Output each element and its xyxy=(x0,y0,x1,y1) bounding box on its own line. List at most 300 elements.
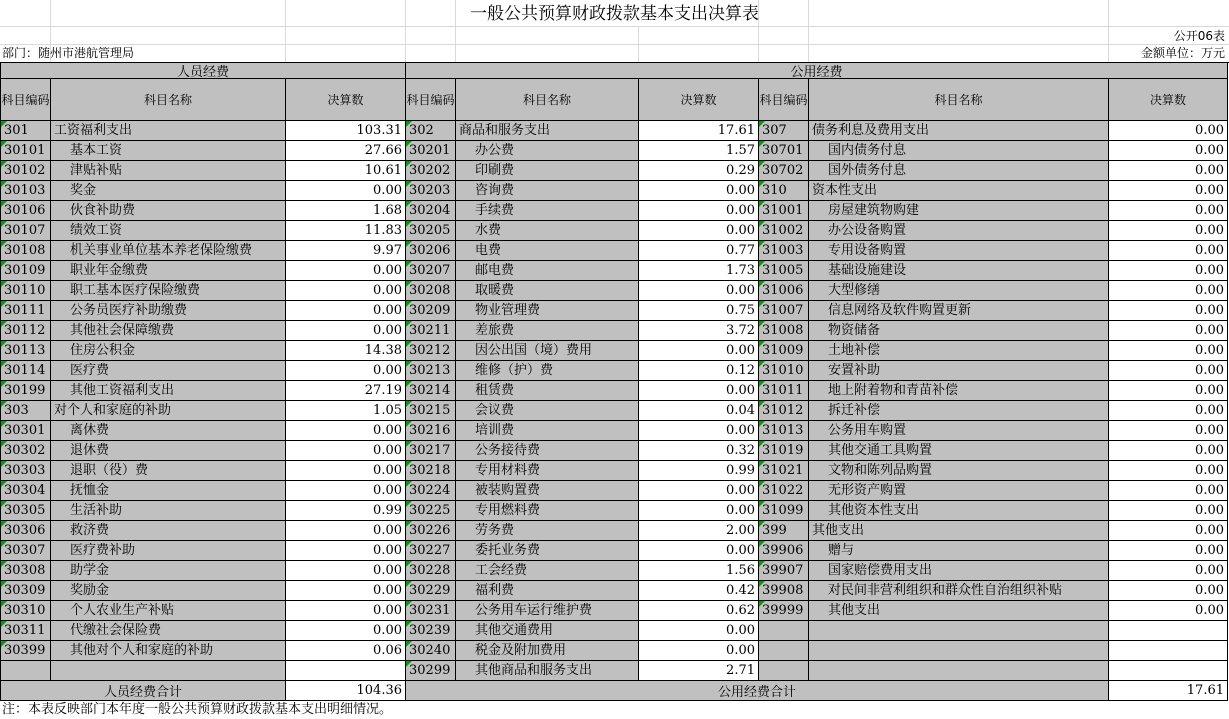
amount-cell[interactable]: 0.00 xyxy=(639,481,759,501)
subject-code-cell[interactable] xyxy=(759,621,809,641)
subject-name-cell[interactable]: 咨询费 xyxy=(456,181,639,201)
subject-code-cell[interactable]: 31008 xyxy=(759,321,809,341)
subject-name-cell[interactable]: 住房公积金 xyxy=(51,341,286,361)
amount-cell[interactable]: 0.00 xyxy=(1109,561,1228,581)
col-header-code-1: 科目编码 xyxy=(1,79,51,121)
amount-cell[interactable]: 0.00 xyxy=(286,581,406,601)
subject-name-cell[interactable]: 离休费 xyxy=(51,421,286,441)
col-header-code-2: 科目编码 xyxy=(406,79,456,121)
amount-cell[interactable]: 0.00 xyxy=(286,621,406,641)
number-stored-as-text-flag-icon xyxy=(406,521,412,527)
subject-name-cell[interactable]: 退休费 xyxy=(51,441,286,461)
subject-code-cell[interactable]: 30701 xyxy=(759,141,809,161)
amount-cell[interactable]: 0.00 xyxy=(639,201,759,221)
subject-code-cell[interactable] xyxy=(759,661,809,681)
subject-name-cell[interactable]: 其他资本性支出 xyxy=(809,501,1109,521)
subject-code-cell[interactable]: 31009 xyxy=(759,341,809,361)
subject-code-cell[interactable]: 31003 xyxy=(759,241,809,261)
number-stored-as-text-flag-icon xyxy=(406,301,412,307)
subject-code-cell[interactable]: 307 xyxy=(759,121,809,141)
number-stored-as-text-flag-icon xyxy=(1,201,7,207)
subject-name-cell[interactable]: 抚恤金 xyxy=(51,481,286,501)
subject-name-cell[interactable]: 物资储备 xyxy=(809,321,1109,341)
number-stored-as-text-flag-icon xyxy=(406,161,412,167)
amount-cell[interactable]: 0.04 xyxy=(639,401,759,421)
subject-name-cell[interactable]: 其他商品和服务支出 xyxy=(456,661,639,681)
subject-code-cell[interactable]: 31099 xyxy=(759,501,809,521)
subject-name-cell[interactable]: 债务利息及费用支出 xyxy=(809,121,1109,141)
subject-code-cell[interactable]: 399 xyxy=(759,521,809,541)
subject-name-cell[interactable]: 其他交通费用 xyxy=(456,621,639,641)
subject-name-cell[interactable]: 大型修缮 xyxy=(809,281,1109,301)
amount-cell[interactable]: 0.00 xyxy=(1109,521,1228,541)
subject-name-cell[interactable]: 代缴社会保险费 xyxy=(51,621,286,641)
subject-code-cell[interactable]: 30216 xyxy=(406,421,456,441)
subject-code-cell[interactable]: 30207 xyxy=(406,261,456,281)
subject-name-cell[interactable]: 信息网络及软件购置更新 xyxy=(809,301,1109,321)
subject-name-cell[interactable]: 其他支出 xyxy=(809,601,1109,621)
amount-cell[interactable]: 10.61 xyxy=(286,161,406,181)
amount-cell[interactable]: 0.12 xyxy=(639,361,759,381)
subject-code-cell[interactable]: 30304 xyxy=(1,481,51,501)
subject-name-cell[interactable]: 印刷费 xyxy=(456,161,639,181)
amount-cell[interactable]: 0.00 xyxy=(639,621,759,641)
personnel-total-value[interactable]: 104.36 xyxy=(286,681,406,701)
number-stored-as-text-flag-icon xyxy=(1,561,7,567)
number-stored-as-text-flag-icon xyxy=(759,301,765,307)
subject-name-cell[interactable]: 奖励金 xyxy=(51,581,286,601)
amount-cell[interactable]: 1.57 xyxy=(639,141,759,161)
number-stored-as-text-flag-icon xyxy=(1,501,7,507)
number-stored-as-text-flag-icon xyxy=(759,381,765,387)
amount-cell[interactable]: 14.38 xyxy=(286,341,406,361)
subject-name-cell[interactable]: 其他支出 xyxy=(809,521,1109,541)
subject-name-cell[interactable]: 工资福利支出 xyxy=(51,121,286,141)
subject-name-cell[interactable]: 赠与 xyxy=(809,541,1109,561)
subject-name-cell[interactable]: 对民间非营利组织和群众性自治组织补贴 xyxy=(809,581,1109,601)
amount-cell[interactable]: 2.00 xyxy=(639,521,759,541)
subject-name-cell[interactable]: 对个人和家庭的补助 xyxy=(51,401,286,421)
subject-name-cell[interactable]: 土地补偿 xyxy=(809,341,1109,361)
amount-cell[interactable]: 0.00 xyxy=(1109,181,1228,201)
subject-name-cell[interactable]: 生活补助 xyxy=(51,501,286,521)
subject-name-cell[interactable]: 商品和服务支出 xyxy=(456,121,639,141)
number-stored-as-text-flag-icon xyxy=(406,141,412,147)
amount-cell[interactable]: 0.00 xyxy=(286,481,406,501)
amount-cell[interactable]: 0.42 xyxy=(639,581,759,601)
subject-code-cell[interactable]: 30231 xyxy=(406,601,456,621)
subject-code-cell[interactable]: 30204 xyxy=(406,201,456,221)
amount-cell[interactable]: 0.00 xyxy=(639,281,759,301)
amount-cell[interactable]: 0.00 xyxy=(639,541,759,561)
subject-name-cell[interactable]: 公务用车购置 xyxy=(809,421,1109,441)
amount-cell[interactable]: 0.32 xyxy=(639,441,759,461)
subject-name-cell[interactable] xyxy=(809,661,1109,681)
subject-name-cell[interactable]: 个人农业生产补贴 xyxy=(51,601,286,621)
subject-name-cell[interactable]: 会议费 xyxy=(456,401,639,421)
amount-cell[interactable]: 0.00 xyxy=(639,381,759,401)
subject-name-cell[interactable]: 维修（护）费 xyxy=(456,361,639,381)
amount-cell[interactable]: 0.00 xyxy=(1109,601,1228,621)
subject-code-cell[interactable]: 30206 xyxy=(406,241,456,261)
amount-cell[interactable]: 0.77 xyxy=(639,241,759,261)
sheet-top-area xyxy=(0,0,1229,62)
subject-code-cell[interactable]: 30109 xyxy=(1,261,51,281)
subject-code-cell[interactable]: 30201 xyxy=(406,141,456,161)
subject-name-cell[interactable]: 公务接待费 xyxy=(456,441,639,461)
amount-cell[interactable]: 103.31 xyxy=(286,121,406,141)
amount-cell[interactable]: 0.29 xyxy=(639,161,759,181)
subject-name-cell[interactable]: 劳务费 xyxy=(456,521,639,541)
subject-name-cell[interactable]: 地上附着物和青苗补偿 xyxy=(809,381,1109,401)
subject-code-cell[interactable]: 30106 xyxy=(1,201,51,221)
subject-name-cell[interactable]: 资本性支出 xyxy=(809,181,1109,201)
subject-code-cell[interactable]: 31001 xyxy=(759,201,809,221)
subject-name-cell[interactable] xyxy=(809,621,1109,641)
subject-code-cell[interactable]: 30102 xyxy=(1,161,51,181)
subject-name-cell[interactable]: 基础设施建设 xyxy=(809,261,1109,281)
subject-code-cell[interactable]: 310 xyxy=(759,181,809,201)
subject-name-cell[interactable]: 退职（役）费 xyxy=(51,461,286,481)
subject-code-cell[interactable]: 303 xyxy=(1,401,51,421)
amount-cell[interactable]: 0.00 xyxy=(1109,141,1228,161)
subject-code-cell[interactable]: 30113 xyxy=(1,341,51,361)
subject-name-cell[interactable]: 公务用车运行维护费 xyxy=(456,601,639,621)
amount-cell[interactable]: 0.00 xyxy=(1109,341,1228,361)
number-stored-as-text-flag-icon xyxy=(406,481,412,487)
subject-code-cell[interactable]: 30205 xyxy=(406,221,456,241)
subject-code-cell[interactable]: 30702 xyxy=(759,161,809,181)
subject-code-cell[interactable]: 30303 xyxy=(1,461,51,481)
amount-cell[interactable]: 0.00 xyxy=(286,561,406,581)
amount-cell[interactable]: 1.05 xyxy=(286,401,406,421)
subject-code-cell[interactable]: 30101 xyxy=(1,141,51,161)
amount-cell[interactable]: 0.00 xyxy=(1109,361,1228,381)
amount-cell[interactable]: 0.00 xyxy=(1109,321,1228,341)
subject-name-cell[interactable]: 其他工资福利支出 xyxy=(51,381,286,401)
subject-code-cell[interactable]: 39999 xyxy=(759,601,809,621)
amount-cell[interactable]: 0.00 xyxy=(639,501,759,521)
subject-code-cell[interactable]: 30310 xyxy=(1,601,51,621)
number-stored-as-text-flag-icon xyxy=(1,301,7,307)
subject-code-cell[interactable]: 31012 xyxy=(759,401,809,421)
subject-code-cell[interactable]: 30240 xyxy=(406,641,456,661)
subject-code-cell[interactable]: 30399 xyxy=(1,641,51,661)
number-stored-as-text-flag-icon xyxy=(759,161,765,167)
subject-code-cell[interactable]: 30302 xyxy=(1,441,51,461)
number-stored-as-text-flag-icon xyxy=(1,341,7,347)
amount-cell[interactable]: 0.00 xyxy=(1109,301,1228,321)
subject-code-cell[interactable]: 30305 xyxy=(1,501,51,521)
subject-code-cell[interactable]: 31013 xyxy=(759,421,809,441)
amount-cell[interactable]: 0.00 xyxy=(1109,441,1228,461)
amount-cell[interactable]: 0.00 xyxy=(286,601,406,621)
amount-cell[interactable]: 0.00 xyxy=(639,641,759,661)
subject-name-cell[interactable]: 公务员医疗补助缴费 xyxy=(51,301,286,321)
subject-code-cell[interactable]: 30309 xyxy=(1,581,51,601)
subject-code-cell[interactable]: 31005 xyxy=(759,261,809,281)
amount-cell[interactable]: 0.00 xyxy=(1109,241,1228,261)
subject-code-cell[interactable]: 31021 xyxy=(759,461,809,481)
number-stored-as-text-flag-icon xyxy=(759,541,765,547)
amount-cell[interactable]: 0.00 xyxy=(639,221,759,241)
subject-name-cell[interactable]: 医疗费 xyxy=(51,361,286,381)
table-note: 注：本表反映部门本年度一般公共预算财政拨款基本支出明细情况。 xyxy=(2,702,393,717)
number-stored-as-text-flag-icon xyxy=(1,381,7,387)
subject-code-cell[interactable]: 30227 xyxy=(406,541,456,561)
subject-name-cell[interactable]: 津贴补贴 xyxy=(51,161,286,181)
amount-cell[interactable]: 0.06 xyxy=(286,641,406,661)
amount-cell[interactable]: 0.00 xyxy=(1109,261,1228,281)
subject-name-cell[interactable] xyxy=(51,661,286,681)
amount-cell[interactable]: 0.00 xyxy=(286,421,406,441)
subject-code-cell[interactable]: 302 xyxy=(406,121,456,141)
subject-name-cell[interactable]: 基本工资 xyxy=(51,141,286,161)
subject-code-cell[interactable]: 301 xyxy=(1,121,51,141)
subject-code-cell[interactable]: 30308 xyxy=(1,561,51,581)
amount-cell[interactable]: 0.00 xyxy=(639,181,759,201)
number-stored-as-text-flag-icon xyxy=(406,661,412,667)
subject-code-cell[interactable]: 30110 xyxy=(1,281,51,301)
subject-name-cell[interactable]: 伙食补助费 xyxy=(51,201,286,221)
amount-cell[interactable] xyxy=(286,661,406,681)
subject-code-cell[interactable]: 31007 xyxy=(759,301,809,321)
subject-name-cell[interactable]: 因公出国（境）费用 xyxy=(456,341,639,361)
subject-code-cell[interactable]: 30112 xyxy=(1,321,51,341)
subject-name-cell[interactable]: 专用燃料费 xyxy=(456,501,639,521)
amount-cell[interactable] xyxy=(1109,661,1228,681)
subject-code-cell[interactable]: 30212 xyxy=(406,341,456,361)
subject-name-cell[interactable]: 水费 xyxy=(456,221,639,241)
subject-name-cell[interactable]: 福利费 xyxy=(456,581,639,601)
subject-name-cell[interactable]: 文物和陈列品购置 xyxy=(809,461,1109,481)
number-stored-as-text-flag-icon xyxy=(1,161,7,167)
amount-cell[interactable]: 0.00 xyxy=(1109,401,1228,421)
col-header-name-3: 科目名称 xyxy=(809,79,1109,121)
subject-name-cell[interactable]: 国家赔偿费用支出 xyxy=(809,561,1109,581)
subject-name-cell[interactable]: 培训费 xyxy=(456,421,639,441)
amount-cell[interactable] xyxy=(1109,641,1228,661)
number-stored-as-text-flag-icon xyxy=(1,481,7,487)
number-stored-as-text-flag-icon xyxy=(759,461,765,467)
amount-cell[interactable]: 0.00 xyxy=(286,321,406,341)
subject-code-cell[interactable]: 30107 xyxy=(1,221,51,241)
number-stored-as-text-flag-icon xyxy=(759,281,765,287)
subject-code-cell[interactable]: 30108 xyxy=(1,241,51,261)
amount-cell[interactable]: 0.00 xyxy=(639,421,759,441)
amount-cell[interactable]: 0.00 xyxy=(1109,581,1228,601)
number-stored-as-text-flag-icon xyxy=(759,121,765,127)
subject-name-cell[interactable]: 国内债务付息 xyxy=(809,141,1109,161)
number-stored-as-text-flag-icon xyxy=(1,601,7,607)
subject-name-cell[interactable]: 职工基本医疗保险缴费 xyxy=(51,281,286,301)
subject-code-cell[interactable]: 31011 xyxy=(759,381,809,401)
subject-name-cell[interactable]: 邮电费 xyxy=(456,261,639,281)
amount-cell[interactable]: 0.00 xyxy=(1109,501,1228,521)
subject-code-cell[interactable]: 30199 xyxy=(1,381,51,401)
subject-name-cell[interactable]: 工会经费 xyxy=(456,561,639,581)
subject-code-cell[interactable]: 30229 xyxy=(406,581,456,601)
amount-cell[interactable]: 0.00 xyxy=(286,181,406,201)
subject-code-cell[interactable]: 30203 xyxy=(406,181,456,201)
amount-cell[interactable]: 9.97 xyxy=(286,241,406,261)
subject-name-cell[interactable]: 无形资产购置 xyxy=(809,481,1109,501)
number-stored-as-text-flag-icon xyxy=(759,141,765,147)
amount-cell[interactable]: 0.00 xyxy=(639,341,759,361)
subject-code-cell[interactable]: 30211 xyxy=(406,321,456,341)
subject-name-cell[interactable]: 取暖费 xyxy=(456,281,639,301)
page-title: 一般公共预算财政拨款基本支出决算表 xyxy=(470,4,759,24)
amount-cell[interactable]: 0.00 xyxy=(1109,421,1228,441)
amount-cell[interactable]: 11.83 xyxy=(286,221,406,241)
subject-code-cell[interactable] xyxy=(1,661,51,681)
amount-cell[interactable]: 0.62 xyxy=(639,601,759,621)
col-header-name-2: 科目名称 xyxy=(456,79,639,121)
subject-code-cell[interactable]: 30225 xyxy=(406,501,456,521)
subject-code-cell[interactable]: 30224 xyxy=(406,481,456,501)
subject-name-cell[interactable]: 其他对个人和家庭的补助 xyxy=(51,641,286,661)
subject-name-cell[interactable]: 委托业务费 xyxy=(456,541,639,561)
amount-cell[interactable]: 0.00 xyxy=(286,461,406,481)
subject-name-cell[interactable]: 专用材料费 xyxy=(456,461,639,481)
amount-cell[interactable]: 0.00 xyxy=(1109,541,1228,561)
subject-code-cell[interactable]: 31002 xyxy=(759,221,809,241)
number-stored-as-text-flag-icon xyxy=(406,461,412,467)
subject-code-cell[interactable]: 30228 xyxy=(406,561,456,581)
subject-code-cell[interactable]: 39908 xyxy=(759,581,809,601)
amount-cell[interactable]: 0.00 xyxy=(1109,201,1228,221)
subject-name-cell[interactable]: 其他社会保障缴费 xyxy=(51,321,286,341)
subject-code-cell[interactable]: 39907 xyxy=(759,561,809,581)
subject-name-cell[interactable]: 手续费 xyxy=(456,201,639,221)
subject-code-cell[interactable]: 30213 xyxy=(406,361,456,381)
subject-name-cell[interactable]: 机关事业单位基本养老保险缴费 xyxy=(51,241,286,261)
amount-cell[interactable]: 0.99 xyxy=(639,461,759,481)
amount-cell[interactable]: 2.71 xyxy=(639,661,759,681)
subject-code-cell[interactable]: 30239 xyxy=(406,621,456,641)
subject-name-cell[interactable]: 房屋建筑物购建 xyxy=(809,201,1109,221)
subject-code-cell[interactable] xyxy=(759,641,809,661)
subject-code-cell[interactable]: 31006 xyxy=(759,281,809,301)
subject-name-cell[interactable]: 奖金 xyxy=(51,181,286,201)
subject-name-cell[interactable]: 被装购置费 xyxy=(456,481,639,501)
subject-code-cell[interactable]: 30217 xyxy=(406,441,456,461)
amount-cell[interactable]: 0.00 xyxy=(1109,281,1228,301)
amount-cell[interactable]: 27.66 xyxy=(286,141,406,161)
subject-name-cell[interactable]: 专用设备购置 xyxy=(809,241,1109,261)
subject-name-cell[interactable] xyxy=(809,641,1109,661)
number-stored-as-text-flag-icon xyxy=(1,261,7,267)
subject-name-cell[interactable]: 其他交通工具购置 xyxy=(809,441,1109,461)
number-stored-as-text-flag-icon xyxy=(759,581,765,587)
amount-cell[interactable]: 3.72 xyxy=(639,321,759,341)
amount-cell[interactable]: 0.00 xyxy=(1109,221,1228,241)
subject-code-cell[interactable]: 30209 xyxy=(406,301,456,321)
subject-code-cell[interactable]: 30218 xyxy=(406,461,456,481)
subject-code-cell[interactable]: 30226 xyxy=(406,521,456,541)
subject-name-cell[interactable]: 税金及附加费用 xyxy=(456,641,639,661)
amount-cell[interactable]: 0.00 xyxy=(1109,381,1228,401)
subject-code-cell[interactable]: 39906 xyxy=(759,541,809,561)
number-stored-as-text-flag-icon xyxy=(1,441,7,447)
subject-name-cell[interactable]: 租赁费 xyxy=(456,381,639,401)
amount-cell[interactable]: 27.19 xyxy=(286,381,406,401)
amount-cell[interactable]: 0.00 xyxy=(286,261,406,281)
amount-cell[interactable]: 1.56 xyxy=(639,561,759,581)
subject-code-cell[interactable]: 30311 xyxy=(1,621,51,641)
col-header-name-1: 科目名称 xyxy=(51,79,286,121)
subject-code-cell[interactable]: 31019 xyxy=(759,441,809,461)
subject-code-cell[interactable]: 30103 xyxy=(1,181,51,201)
subject-code-cell[interactable]: 30306 xyxy=(1,521,51,541)
subject-name-cell[interactable]: 国外债务付息 xyxy=(809,161,1109,181)
public-total-value[interactable]: 17.61 xyxy=(1109,681,1228,701)
subject-code-cell[interactable]: 30307 xyxy=(1,541,51,561)
amount-cell[interactable]: 0.00 xyxy=(286,441,406,461)
number-stored-as-text-flag-icon xyxy=(1,121,7,127)
subject-code-cell[interactable]: 30202 xyxy=(406,161,456,181)
subject-code-cell[interactable]: 31022 xyxy=(759,481,809,501)
subject-code-cell[interactable]: 30215 xyxy=(406,401,456,421)
amount-cell[interactable]: 0.00 xyxy=(286,281,406,301)
subject-name-cell[interactable]: 助学金 xyxy=(51,561,286,581)
number-stored-as-text-flag-icon xyxy=(759,561,765,567)
number-stored-as-text-flag-icon xyxy=(759,241,765,247)
subject-name-cell[interactable]: 差旅费 xyxy=(456,321,639,341)
subject-code-cell[interactable]: 30111 xyxy=(1,301,51,321)
subject-code-cell[interactable]: 31010 xyxy=(759,361,809,381)
amount-cell[interactable]: 0.00 xyxy=(286,521,406,541)
subject-name-cell[interactable]: 办公费 xyxy=(456,141,639,161)
subject-name-cell[interactable]: 绩效工资 xyxy=(51,221,286,241)
amount-cell[interactable]: 17.61 xyxy=(639,121,759,141)
subject-code-cell[interactable]: 30208 xyxy=(406,281,456,301)
subject-name-cell[interactable]: 物业管理费 xyxy=(456,301,639,321)
subject-name-cell[interactable]: 办公设备购置 xyxy=(809,221,1109,241)
amount-cell[interactable]: 0.75 xyxy=(639,301,759,321)
amount-cell[interactable]: 0.00 xyxy=(286,361,406,381)
number-stored-as-text-flag-icon xyxy=(1,221,7,227)
amount-cell[interactable] xyxy=(1109,621,1228,641)
number-stored-as-text-flag-icon xyxy=(406,181,412,187)
number-stored-as-text-flag-icon xyxy=(1,281,7,287)
number-stored-as-text-flag-icon xyxy=(406,441,412,447)
amount-cell[interactable]: 0.00 xyxy=(1109,161,1228,181)
amount-cell[interactable]: 0.99 xyxy=(286,501,406,521)
amount-cell[interactable]: 0.00 xyxy=(1109,121,1228,141)
number-stored-as-text-flag-icon xyxy=(759,221,765,227)
amount-cell[interactable]: 0.00 xyxy=(1109,481,1228,501)
subject-name-cell[interactable]: 职业年金缴费 xyxy=(51,261,286,281)
amount-cell[interactable]: 1.68 xyxy=(286,201,406,221)
personnel-total-label: 人员经费合计 xyxy=(1,681,286,701)
subject-code-cell[interactable]: 30114 xyxy=(1,361,51,381)
amount-cell[interactable]: 0.00 xyxy=(1109,461,1228,481)
subject-code-cell[interactable]: 30301 xyxy=(1,421,51,441)
subject-code-cell[interactable]: 30214 xyxy=(406,381,456,401)
number-stored-as-text-flag-icon xyxy=(759,441,765,447)
amount-cell[interactable]: 1.73 xyxy=(639,261,759,281)
subject-name-cell[interactable]: 安置补助 xyxy=(809,361,1109,381)
subject-name-cell[interactable]: 拆迁补偿 xyxy=(809,401,1109,421)
subject-name-cell[interactable]: 救济费 xyxy=(51,521,286,541)
subject-name-cell[interactable]: 医疗费补助 xyxy=(51,541,286,561)
amount-cell[interactable]: 0.00 xyxy=(286,541,406,561)
subject-code-cell[interactable]: 30299 xyxy=(406,661,456,681)
subject-name-cell[interactable]: 电费 xyxy=(456,241,639,261)
amount-cell[interactable]: 0.00 xyxy=(286,301,406,321)
department-label: 部门：随州市港航管理局 xyxy=(2,46,135,60)
